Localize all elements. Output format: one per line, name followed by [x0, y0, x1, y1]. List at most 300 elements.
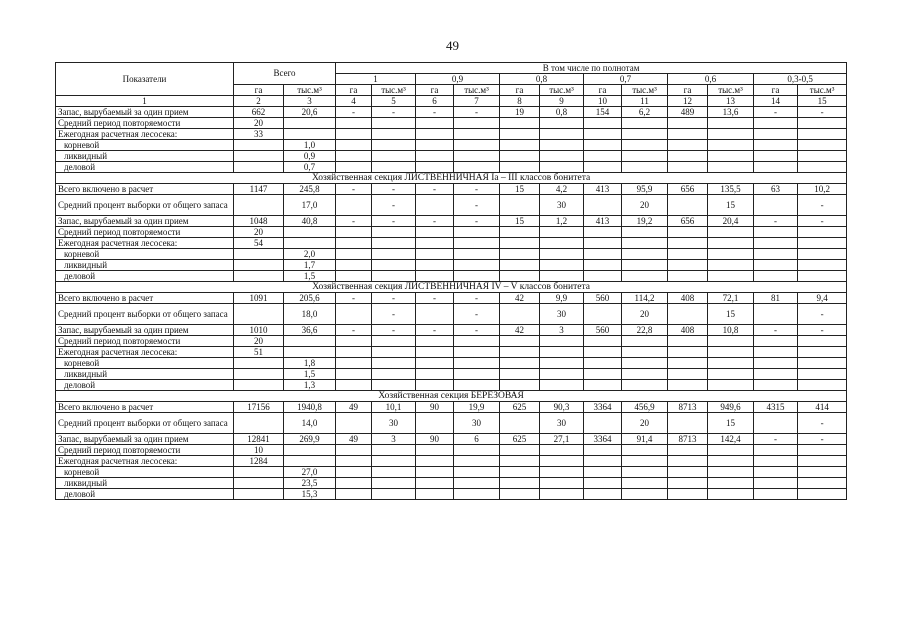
table-cell: 6 — [454, 434, 500, 445]
table-cell — [584, 260, 622, 271]
table-cell — [584, 118, 622, 129]
table-cell: - — [372, 107, 416, 118]
table-cell — [584, 467, 622, 478]
row-label: Ежегодная расчетная лесосека: — [56, 456, 234, 467]
table-cell — [284, 445, 336, 456]
table-cell: 42 — [500, 293, 540, 304]
table-cell: 19,9 — [454, 402, 500, 413]
table-cell — [454, 129, 500, 140]
table-cell — [454, 238, 500, 249]
table-cell — [234, 195, 284, 216]
table-cell: - — [798, 413, 847, 434]
table-cell: 90 — [416, 402, 454, 413]
table-row — [56, 227, 847, 238]
table-cell — [500, 380, 540, 391]
table-cell — [336, 129, 372, 140]
table-cell — [454, 347, 500, 358]
table-cell — [668, 467, 708, 478]
table-cell — [668, 151, 708, 162]
table-cell — [284, 347, 336, 358]
table-row — [56, 478, 847, 489]
table-cell — [500, 456, 540, 467]
table-cell — [372, 162, 416, 173]
header-unit-ha: га — [416, 85, 454, 96]
table-cell — [622, 358, 668, 369]
table-cell: 3364 — [584, 434, 622, 445]
table-cell: 17,0 — [284, 195, 336, 216]
table-cell — [754, 413, 798, 434]
table-cell: 90 — [416, 434, 454, 445]
table-row — [56, 489, 847, 500]
row-label: Всего включено в расчет — [56, 184, 234, 195]
table-cell — [336, 304, 372, 325]
table-cell — [754, 445, 798, 456]
header-column-number: 11 — [622, 96, 668, 107]
table-cell — [500, 162, 540, 173]
table-cell — [336, 456, 372, 467]
table-cell — [416, 140, 454, 151]
table-cell — [372, 456, 416, 467]
table-cell: 1,0 — [284, 140, 336, 151]
table-cell: - — [454, 293, 500, 304]
table-cell: - — [754, 107, 798, 118]
table-cell — [234, 162, 284, 173]
table-cell: 72,1 — [708, 293, 754, 304]
table-cell — [708, 467, 754, 478]
table-cell — [336, 478, 372, 489]
header-column-number: 6 — [416, 96, 454, 107]
table-row — [56, 336, 847, 347]
table-cell: 245,8 — [284, 184, 336, 195]
table-cell — [708, 336, 754, 347]
row-label: Средний процент выборки от общего запаса — [56, 413, 234, 434]
table-cell — [454, 489, 500, 500]
table-cell — [336, 467, 372, 478]
table-cell: 456,9 — [622, 402, 668, 413]
row-label: Средний период повторяемости — [56, 118, 234, 129]
table-cell — [584, 489, 622, 500]
row-label: ликвидный — [56, 260, 234, 271]
table-cell — [540, 162, 584, 173]
table-cell — [372, 260, 416, 271]
table-cell — [372, 336, 416, 347]
table-cell — [500, 413, 540, 434]
header-unit-m3: тыс.м³ — [372, 85, 416, 96]
table-cell — [798, 467, 847, 478]
table-cell — [708, 162, 754, 173]
table-cell: 1048 — [234, 216, 284, 227]
row-label: Ежегодная расчетная лесосека: — [56, 129, 234, 140]
table-cell: 114,2 — [622, 293, 668, 304]
table-cell — [798, 456, 847, 467]
table-cell: 20 — [234, 118, 284, 129]
table-cell: 19,2 — [622, 216, 668, 227]
table-cell — [754, 260, 798, 271]
header-column-number: 2 — [234, 96, 284, 107]
table-row — [56, 434, 847, 445]
table-cell: 54 — [234, 238, 284, 249]
header-column-numbers-row — [56, 96, 847, 107]
header-unit-ha: га — [668, 85, 708, 96]
table-cell — [584, 129, 622, 140]
table-cell: 413 — [584, 184, 622, 195]
table-cell — [416, 445, 454, 456]
table-row — [56, 118, 847, 129]
table-cell — [416, 238, 454, 249]
header-unit-m3: тыс.м³ — [708, 85, 754, 96]
row-label: Запас, вырубаемый за один прием — [56, 216, 234, 227]
table-cell — [540, 445, 584, 456]
table-cell: 0,8 — [540, 107, 584, 118]
table-cell — [668, 445, 708, 456]
table-cell — [540, 336, 584, 347]
table-cell: 33 — [234, 129, 284, 140]
section-header-row — [56, 391, 847, 402]
table-cell — [500, 227, 540, 238]
table-cell: - — [454, 184, 500, 195]
table-cell — [584, 445, 622, 456]
table-cell — [584, 195, 622, 216]
table-cell — [584, 271, 622, 282]
header-unit-ha: га — [336, 85, 372, 96]
table-cell: - — [372, 184, 416, 195]
table-cell: 9,9 — [540, 293, 584, 304]
table-cell: - — [454, 107, 500, 118]
table-cell — [500, 238, 540, 249]
row-label: корневой — [56, 249, 234, 260]
table-cell — [234, 413, 284, 434]
table-cell — [416, 195, 454, 216]
header-column-number: 12 — [668, 96, 708, 107]
table-cell: 1,2 — [540, 216, 584, 227]
table-cell: 3 — [540, 325, 584, 336]
table-cell: 15 — [708, 413, 754, 434]
table-cell: 10,8 — [708, 325, 754, 336]
table-cell: - — [798, 195, 847, 216]
table-cell — [668, 358, 708, 369]
table-cell: 1,7 — [284, 260, 336, 271]
table-cell — [372, 271, 416, 282]
table-cell — [754, 478, 798, 489]
row-label: ликвидный — [56, 369, 234, 380]
table-cell — [416, 129, 454, 140]
table-cell — [372, 238, 416, 249]
table-cell — [372, 489, 416, 500]
table-cell: 560 — [584, 293, 622, 304]
table-cell — [754, 238, 798, 249]
table-cell: 135,5 — [708, 184, 754, 195]
table-cell: 51 — [234, 347, 284, 358]
table-cell — [416, 271, 454, 282]
table-cell: 15,3 — [284, 489, 336, 500]
row-label: Средний процент выборки от общего запаса — [56, 195, 234, 216]
table-cell — [584, 304, 622, 325]
table-cell — [372, 129, 416, 140]
table-cell — [622, 260, 668, 271]
table-cell — [708, 249, 754, 260]
table-cell: 12841 — [234, 434, 284, 445]
table-cell — [372, 445, 416, 456]
table-cell: - — [798, 107, 847, 118]
table-cell — [708, 456, 754, 467]
table-cell: - — [372, 195, 416, 216]
table-cell — [540, 489, 584, 500]
table-cell — [584, 413, 622, 434]
table-cell: 4,2 — [540, 184, 584, 195]
table-cell — [584, 369, 622, 380]
table-row — [56, 402, 847, 413]
table-cell — [754, 249, 798, 260]
table-cell — [336, 118, 372, 129]
table-cell — [454, 336, 500, 347]
table-cell — [622, 489, 668, 500]
table-cell — [798, 260, 847, 271]
table-cell — [668, 195, 708, 216]
table-cell: 2,0 — [284, 249, 336, 260]
table-cell: 91,4 — [622, 434, 668, 445]
table-row — [56, 358, 847, 369]
table-row — [56, 293, 847, 304]
table-cell — [336, 369, 372, 380]
table-cell — [234, 151, 284, 162]
table-row — [56, 467, 847, 478]
header-unit-m3: тыс.м³ — [798, 85, 847, 96]
table-cell — [668, 347, 708, 358]
table-cell — [668, 369, 708, 380]
header-column-number: 4 — [336, 96, 372, 107]
table-cell — [336, 336, 372, 347]
table-cell — [454, 227, 500, 238]
table-row — [56, 151, 847, 162]
table-cell — [584, 478, 622, 489]
forest-calculation-table — [55, 62, 847, 500]
table-cell — [668, 271, 708, 282]
table-cell: 1147 — [234, 184, 284, 195]
header-unit-m3: тыс.м³ — [540, 85, 584, 96]
table-cell — [540, 140, 584, 151]
table-cell: - — [416, 107, 454, 118]
table-cell — [668, 238, 708, 249]
table-cell: 9,4 — [798, 293, 847, 304]
table-cell — [798, 347, 847, 358]
table-cell — [336, 445, 372, 456]
row-label: корневой — [56, 140, 234, 151]
table-cell — [798, 489, 847, 500]
row-label: ликвидный — [56, 478, 234, 489]
table-cell — [284, 227, 336, 238]
table-cell: - — [754, 434, 798, 445]
table-row — [56, 347, 847, 358]
table-cell — [754, 456, 798, 467]
header-unit-ha: га — [584, 85, 622, 96]
table-cell — [454, 271, 500, 282]
table-cell — [372, 380, 416, 391]
row-label: корневой — [56, 358, 234, 369]
table-cell — [416, 151, 454, 162]
table-cell — [668, 162, 708, 173]
table-row — [56, 162, 847, 173]
table-cell — [708, 489, 754, 500]
table-cell — [754, 129, 798, 140]
table-cell — [622, 478, 668, 489]
table-cell — [336, 195, 372, 216]
table-cell — [754, 380, 798, 391]
table-cell — [540, 467, 584, 478]
table-cell — [754, 347, 798, 358]
table-cell: 8713 — [668, 402, 708, 413]
table-cell: 414 — [798, 402, 847, 413]
table-cell: 49 — [336, 402, 372, 413]
table-row — [56, 107, 847, 118]
table-row — [56, 445, 847, 456]
table-cell — [708, 129, 754, 140]
table-cell — [372, 227, 416, 238]
table-cell — [668, 260, 708, 271]
table-cell — [500, 358, 540, 369]
table-row — [56, 271, 847, 282]
table-cell — [708, 118, 754, 129]
header-density: 0,9 — [416, 74, 500, 85]
table-cell — [416, 347, 454, 358]
table-cell: 18,0 — [284, 304, 336, 325]
table-cell — [336, 347, 372, 358]
table-cell — [416, 413, 454, 434]
table-cell: - — [416, 216, 454, 227]
table-cell — [622, 129, 668, 140]
table-cell — [336, 249, 372, 260]
table-cell: - — [372, 293, 416, 304]
table-cell — [798, 336, 847, 347]
table-cell: 0,9 — [284, 151, 336, 162]
table-cell — [234, 249, 284, 260]
row-label: Запас, вырубаемый за один прием — [56, 107, 234, 118]
table-cell: - — [754, 216, 798, 227]
table-cell — [668, 304, 708, 325]
table-cell: 656 — [668, 184, 708, 195]
table-row — [56, 129, 847, 140]
table-cell — [754, 227, 798, 238]
table-cell: - — [454, 216, 500, 227]
table-cell — [416, 358, 454, 369]
table-cell — [540, 358, 584, 369]
table-cell — [754, 358, 798, 369]
table-cell — [416, 380, 454, 391]
header-column-number: 14 — [754, 96, 798, 107]
table-cell — [754, 118, 798, 129]
table-row — [56, 380, 847, 391]
table-cell — [454, 456, 500, 467]
table-cell — [500, 260, 540, 271]
header-column-number: 10 — [584, 96, 622, 107]
table-cell — [622, 456, 668, 467]
table-cell — [668, 478, 708, 489]
header-density: 0,6 — [668, 74, 754, 85]
table-cell — [622, 271, 668, 282]
table-cell — [500, 467, 540, 478]
table-cell: - — [336, 293, 372, 304]
header-by-density: В том числе по полнотам — [336, 63, 847, 74]
table-cell — [416, 489, 454, 500]
table-cell — [754, 304, 798, 325]
table-cell — [540, 271, 584, 282]
table-cell — [668, 129, 708, 140]
row-label: Средний период повторяемости — [56, 227, 234, 238]
table-cell — [754, 467, 798, 478]
table-cell — [416, 369, 454, 380]
row-label: Средний период повторяемости — [56, 336, 234, 347]
table-cell — [234, 380, 284, 391]
table-cell — [454, 249, 500, 260]
section-title: Хозяйственная секция ЛИСТВЕННИЧНАЯ Ia – III классов бонитета — [56, 173, 847, 184]
page-number: 49 — [446, 38, 459, 53]
row-label: Запас, вырубаемый за один прием — [56, 325, 234, 336]
table-cell — [668, 413, 708, 434]
table-cell — [336, 358, 372, 369]
row-label: Ежегодная расчетная лесосека: — [56, 347, 234, 358]
table-cell — [584, 249, 622, 260]
table-cell: 1,8 — [284, 358, 336, 369]
table-cell — [668, 336, 708, 347]
table-cell — [454, 151, 500, 162]
table-cell — [584, 347, 622, 358]
table-cell — [798, 380, 847, 391]
table-cell: - — [454, 325, 500, 336]
table-cell — [540, 260, 584, 271]
header-density: 0,7 — [584, 74, 668, 85]
table-cell — [234, 260, 284, 271]
header-indicators: Показатели — [56, 63, 234, 96]
table-cell — [622, 118, 668, 129]
header-density: 1 — [336, 74, 416, 85]
table-cell — [708, 369, 754, 380]
table-cell — [584, 336, 622, 347]
table-cell — [500, 195, 540, 216]
table-cell: 1,5 — [284, 271, 336, 282]
table-cell — [540, 478, 584, 489]
table-cell — [708, 380, 754, 391]
table-cell: 27,0 — [284, 467, 336, 478]
table-cell — [234, 304, 284, 325]
table-cell — [500, 140, 540, 151]
table-cell — [668, 489, 708, 500]
table-cell — [416, 456, 454, 467]
table-cell — [668, 227, 708, 238]
table-row — [56, 140, 847, 151]
table-cell — [798, 129, 847, 140]
table-cell: 20,4 — [708, 216, 754, 227]
table-row — [56, 216, 847, 227]
table-cell — [416, 249, 454, 260]
header-unit-m3: тыс.м³ — [454, 85, 500, 96]
table-cell: 413 — [584, 216, 622, 227]
table-header — [56, 63, 847, 107]
table-cell — [584, 456, 622, 467]
table-cell — [500, 249, 540, 260]
row-label: деловой — [56, 162, 234, 173]
table-cell: - — [798, 216, 847, 227]
table-row — [56, 195, 847, 216]
table-cell: 20 — [622, 413, 668, 434]
table-cell — [540, 369, 584, 380]
table-row — [56, 238, 847, 249]
table-cell — [372, 151, 416, 162]
table-cell: 15 — [500, 184, 540, 195]
table-cell: - — [416, 325, 454, 336]
section-title: Хозяйственная секция БЕРЕЗОВАЯ — [56, 391, 847, 402]
header-density: 0,3-0,5 — [754, 74, 847, 85]
table-cell — [372, 358, 416, 369]
table-cell — [754, 369, 798, 380]
